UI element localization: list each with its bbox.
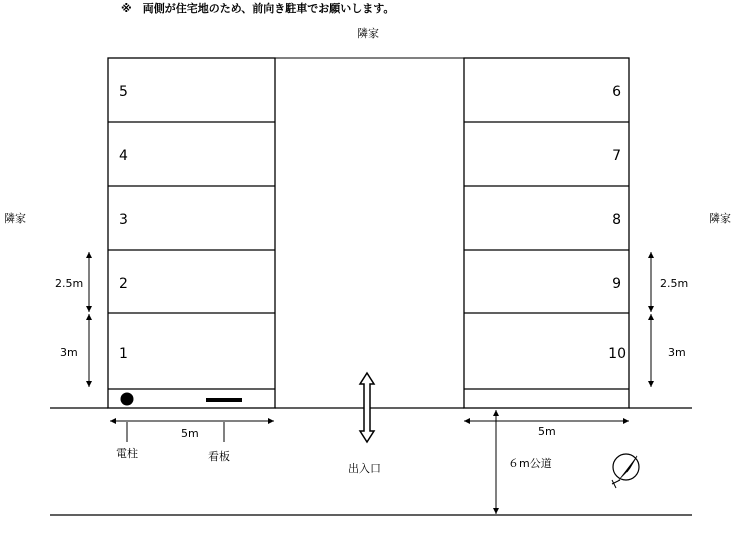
left-parking-block bbox=[108, 58, 275, 408]
utility-pole-icon bbox=[121, 393, 134, 406]
space-number-6: 6 bbox=[612, 84, 621, 100]
right-parking-block bbox=[464, 58, 629, 408]
space-number-5: 5 bbox=[119, 84, 128, 100]
space-number-10: 10 bbox=[608, 346, 626, 362]
neighbor-left-label: 隣家 bbox=[4, 212, 26, 225]
signboard-icon bbox=[206, 398, 242, 402]
space-number-4: 4 bbox=[119, 148, 128, 164]
left-width-label: 5m bbox=[181, 427, 199, 440]
left-dim-upper-label: 2.5m bbox=[55, 277, 84, 290]
entrance-label: 出入口 bbox=[348, 462, 381, 475]
right-dim-upper-label: 2.5m bbox=[660, 277, 689, 290]
neighbor-top-label: 隣家 bbox=[357, 27, 379, 40]
notice-text: ※ 両側が住宅地のため、前向き駐車でお願いします。 bbox=[121, 2, 395, 15]
left-block-outline bbox=[108, 58, 275, 408]
space-number-9: 9 bbox=[612, 276, 621, 292]
utility-pole-label: 電柱 bbox=[116, 447, 138, 460]
signboard-label: 看板 bbox=[208, 450, 230, 463]
space-number-8: 8 bbox=[612, 212, 621, 228]
left-width-dimension bbox=[110, 418, 274, 440]
right-depth-dimension bbox=[648, 252, 688, 387]
right-width-label: 5m bbox=[538, 425, 556, 438]
compass-icon bbox=[612, 454, 639, 488]
space-number-7: 7 bbox=[612, 148, 621, 164]
road-label: ６m公道 bbox=[508, 457, 552, 470]
space-number-2: 2 bbox=[119, 276, 128, 292]
right-block-outline bbox=[464, 58, 629, 408]
neighbor-right-label: 隣家 bbox=[709, 212, 731, 225]
left-depth-dimension bbox=[55, 252, 92, 387]
right-width-dimension bbox=[464, 418, 629, 438]
space-number-1: 1 bbox=[119, 346, 128, 362]
right-dim-lower-label: 3m bbox=[668, 346, 686, 359]
left-dim-lower-label: 3m bbox=[60, 346, 78, 359]
space-number-3: 3 bbox=[119, 212, 128, 228]
